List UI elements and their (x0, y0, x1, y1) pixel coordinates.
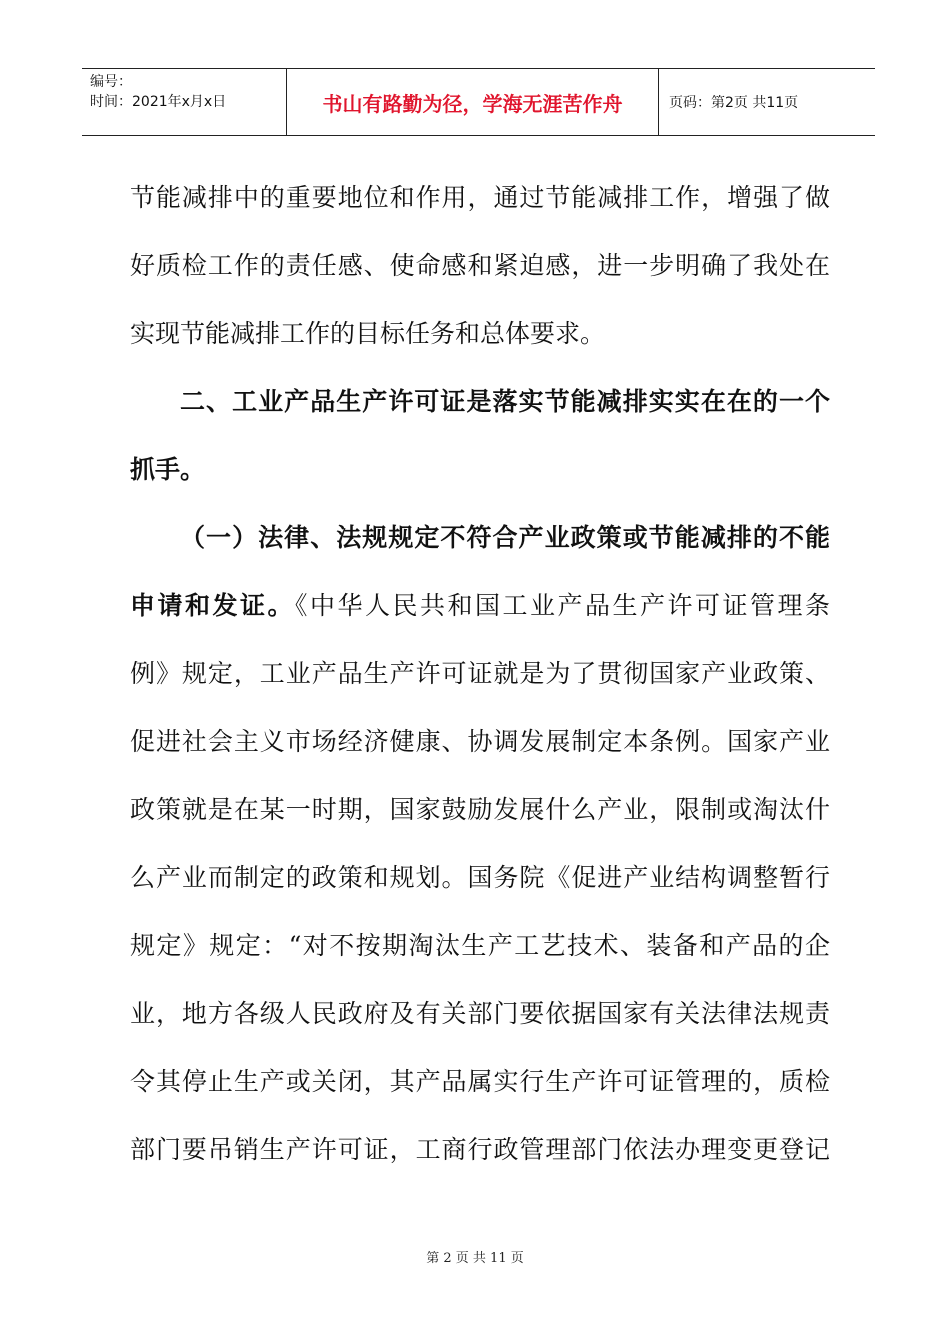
text-line: 业，地方各级人民政府及有关部门要依据国家有关法律法规责 (130, 999, 830, 1028)
subsection-heading-cont: 申请和发证。 (130, 591, 295, 620)
section-heading: 二、工业产品生产许可证是落实节能减排实实在在的一个 (180, 387, 830, 416)
header-motto: 书山有路勤为径，学海无涯苦作舟 (287, 69, 659, 135)
text-line: 么产业而制定的政策和规划。国务院《促进产业结构调整暂行 (130, 863, 830, 892)
text-span: 《中华人民共和国工业产品生产许可证管理条 (295, 591, 830, 620)
text-line: 促进社会主义市场经济健康、协调发展制定本条例。国家产业 (130, 727, 830, 756)
text-line: 部门要吊销生产许可证，工商行政管理部门依法办理变更登记 (130, 1135, 830, 1164)
text-line: 令其停止生产或关闭，其产品属实行生产许可证管理的，质检 (130, 1067, 830, 1096)
text-line: 政策就是在某一时期，国家鼓励发展什么产业，限制或淘汰什 (130, 795, 830, 824)
text-line: 实现节能减排工作的目标任务和总体要求。 (130, 319, 606, 348)
document-body (130, 169, 830, 1189)
text-line: 好质检工作的责任感、使命感和紧迫感，进一步明确了我处在 (130, 251, 830, 280)
time-label: 时间：2021年x月x日 (90, 94, 227, 110)
header-page-info: 页码：第2页 共11页 (669, 95, 799, 111)
subsection-heading: （一）法律、法规规定不符合产业政策或节能减排的不能 (180, 523, 830, 552)
header-meta (82, 69, 287, 135)
section-heading-cont: 抓手。 (130, 455, 206, 484)
text-line-mixed (130, 577, 830, 645)
page-footer: 第 2 页 共 11 页 (426, 1251, 524, 1266)
page-header (82, 68, 875, 136)
text-line: 例》规定，工业产品生产许可证就是为了贯彻国家产业政策、 (130, 659, 830, 688)
number-label: 编号： (90, 74, 132, 90)
text-line: 节能减排中的重要地位和作用，通过节能减排工作，增强了做 (130, 183, 830, 212)
text-line: 规定》规定：“对不按期淘汰生产工艺技术、装备和产品的企 (130, 931, 830, 960)
